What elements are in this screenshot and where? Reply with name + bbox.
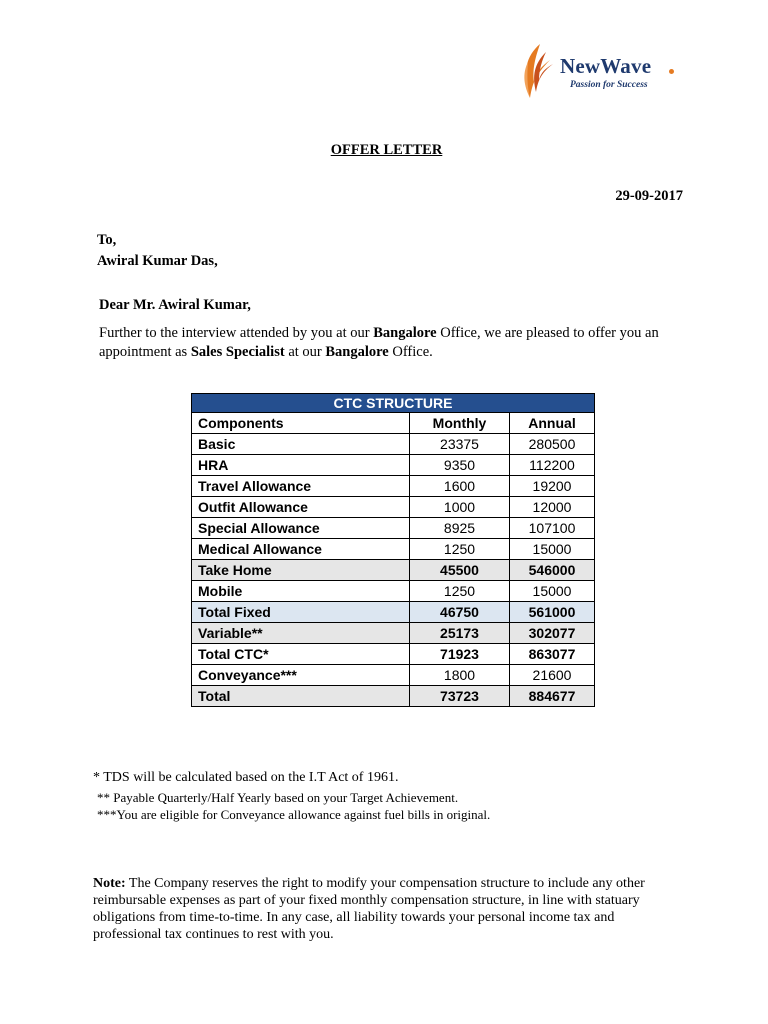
component-cell: Special Allowance [192,518,410,539]
monthly-cell: 23375 [410,434,510,455]
annual-cell: 12000 [510,497,595,518]
annual-cell: 546000 [510,560,595,581]
ctc-title-row [192,394,595,413]
table-row-total-ctc [192,644,595,665]
table-row-total [192,686,595,707]
footnote-conveyance: ***You are eligible for Conveyance allowance against fuel bills in original. [97,807,491,822]
component-cell: Total Fixed [192,602,410,623]
monthly-cell: 46750 [410,602,510,623]
logo-tagline: Passion for Success [570,80,648,90]
note-label: Note: [93,876,126,891]
component-cell: Take Home [192,560,410,581]
component-cell: Variable** [192,623,410,644]
monthly-cell: 73723 [410,686,510,707]
monthly-cell: 1600 [410,476,510,497]
table-row [192,455,595,476]
salutation: Dear Mr. Awiral Kumar, [99,297,251,313]
component-cell: Total [192,686,410,707]
ctc-title: CTC STRUCTURE [192,394,595,413]
component-cell: Total CTC* [192,644,410,665]
offer-paragraph: Further to the interview attended by you at our Bangalore Office, we are pleased to offer you an appointment as Sales Specialist at our Bangalore Office. [99,325,659,360]
logo-name: NewWave [560,54,652,78]
monthly-cell: 1000 [410,497,510,518]
table-row [192,434,595,455]
monthly-cell: 8925 [410,518,510,539]
table-row [192,581,595,602]
office-city: Bangalore [373,325,437,341]
address-to: To, [97,232,117,248]
annual-cell: 15000 [510,581,595,602]
annual-cell: 21600 [510,665,595,686]
monthly-cell: 1250 [410,581,510,602]
monthly-cell: 71923 [410,644,510,665]
annual-cell: 112200 [510,455,595,476]
table-row-take-home [192,560,595,581]
table-row [192,476,595,497]
page-title: OFFER LETTER [330,142,443,158]
component-cell: Basic [192,434,410,455]
component-cell: Medical Allowance [192,539,410,560]
column-header: Components [192,413,410,434]
table-header-row [192,413,595,434]
annual-cell: 19200 [510,476,595,497]
annual-cell: 280500 [510,434,595,455]
annual-cell: 863077 [510,644,595,665]
column-header: Monthly [410,413,510,434]
monthly-cell: 9350 [410,455,510,476]
ctc-table [191,393,595,707]
component-cell: Travel Allowance [192,476,410,497]
note-text: The Company reserves the right to modify your compensation structure to include any other reimbursable expenses as part of your fixed monthly compensation structure, in line with statuary obligations from time-to-time. In any case, all liability towards your personal income tax and professional tax continues to rest with you. [93,876,645,942]
monthly-cell: 1250 [410,539,510,560]
table-row [192,518,595,539]
component-cell: Conveyance*** [192,665,410,686]
logo-dot [669,69,674,74]
flame-icon [520,42,556,100]
component-cell: Outfit Allowance [192,497,410,518]
annual-cell: 302077 [510,623,595,644]
table-row [192,497,595,518]
note-paragraph [93,875,683,943]
letter-date: 29-09-2017 [615,188,683,204]
component-cell: HRA [192,455,410,476]
monthly-cell: 45500 [410,560,510,581]
footnote-variable: ** Payable Quarterly/Half Yearly based on your Target Achievement. [97,790,459,805]
company-logo [520,42,690,102]
annual-cell: 107100 [510,518,595,539]
column-header: Annual [510,413,595,434]
annual-cell: 884677 [510,686,595,707]
table-row [192,539,595,560]
annual-cell: 561000 [510,602,595,623]
monthly-cell: 25173 [410,623,510,644]
monthly-cell: 1800 [410,665,510,686]
footnote-tds: * TDS will be calculated based on the I.T Act of 1961. [93,770,399,785]
annual-cell: 15000 [510,539,595,560]
office-city: Bangalore [325,344,389,360]
table-row [192,665,595,686]
job-role: Sales Specialist [190,344,285,360]
table-row-variable [192,623,595,644]
component-cell: Mobile [192,581,410,602]
table-row-total-fixed [192,602,595,623]
recipient-name: Awiral Kumar Das, [97,253,218,269]
